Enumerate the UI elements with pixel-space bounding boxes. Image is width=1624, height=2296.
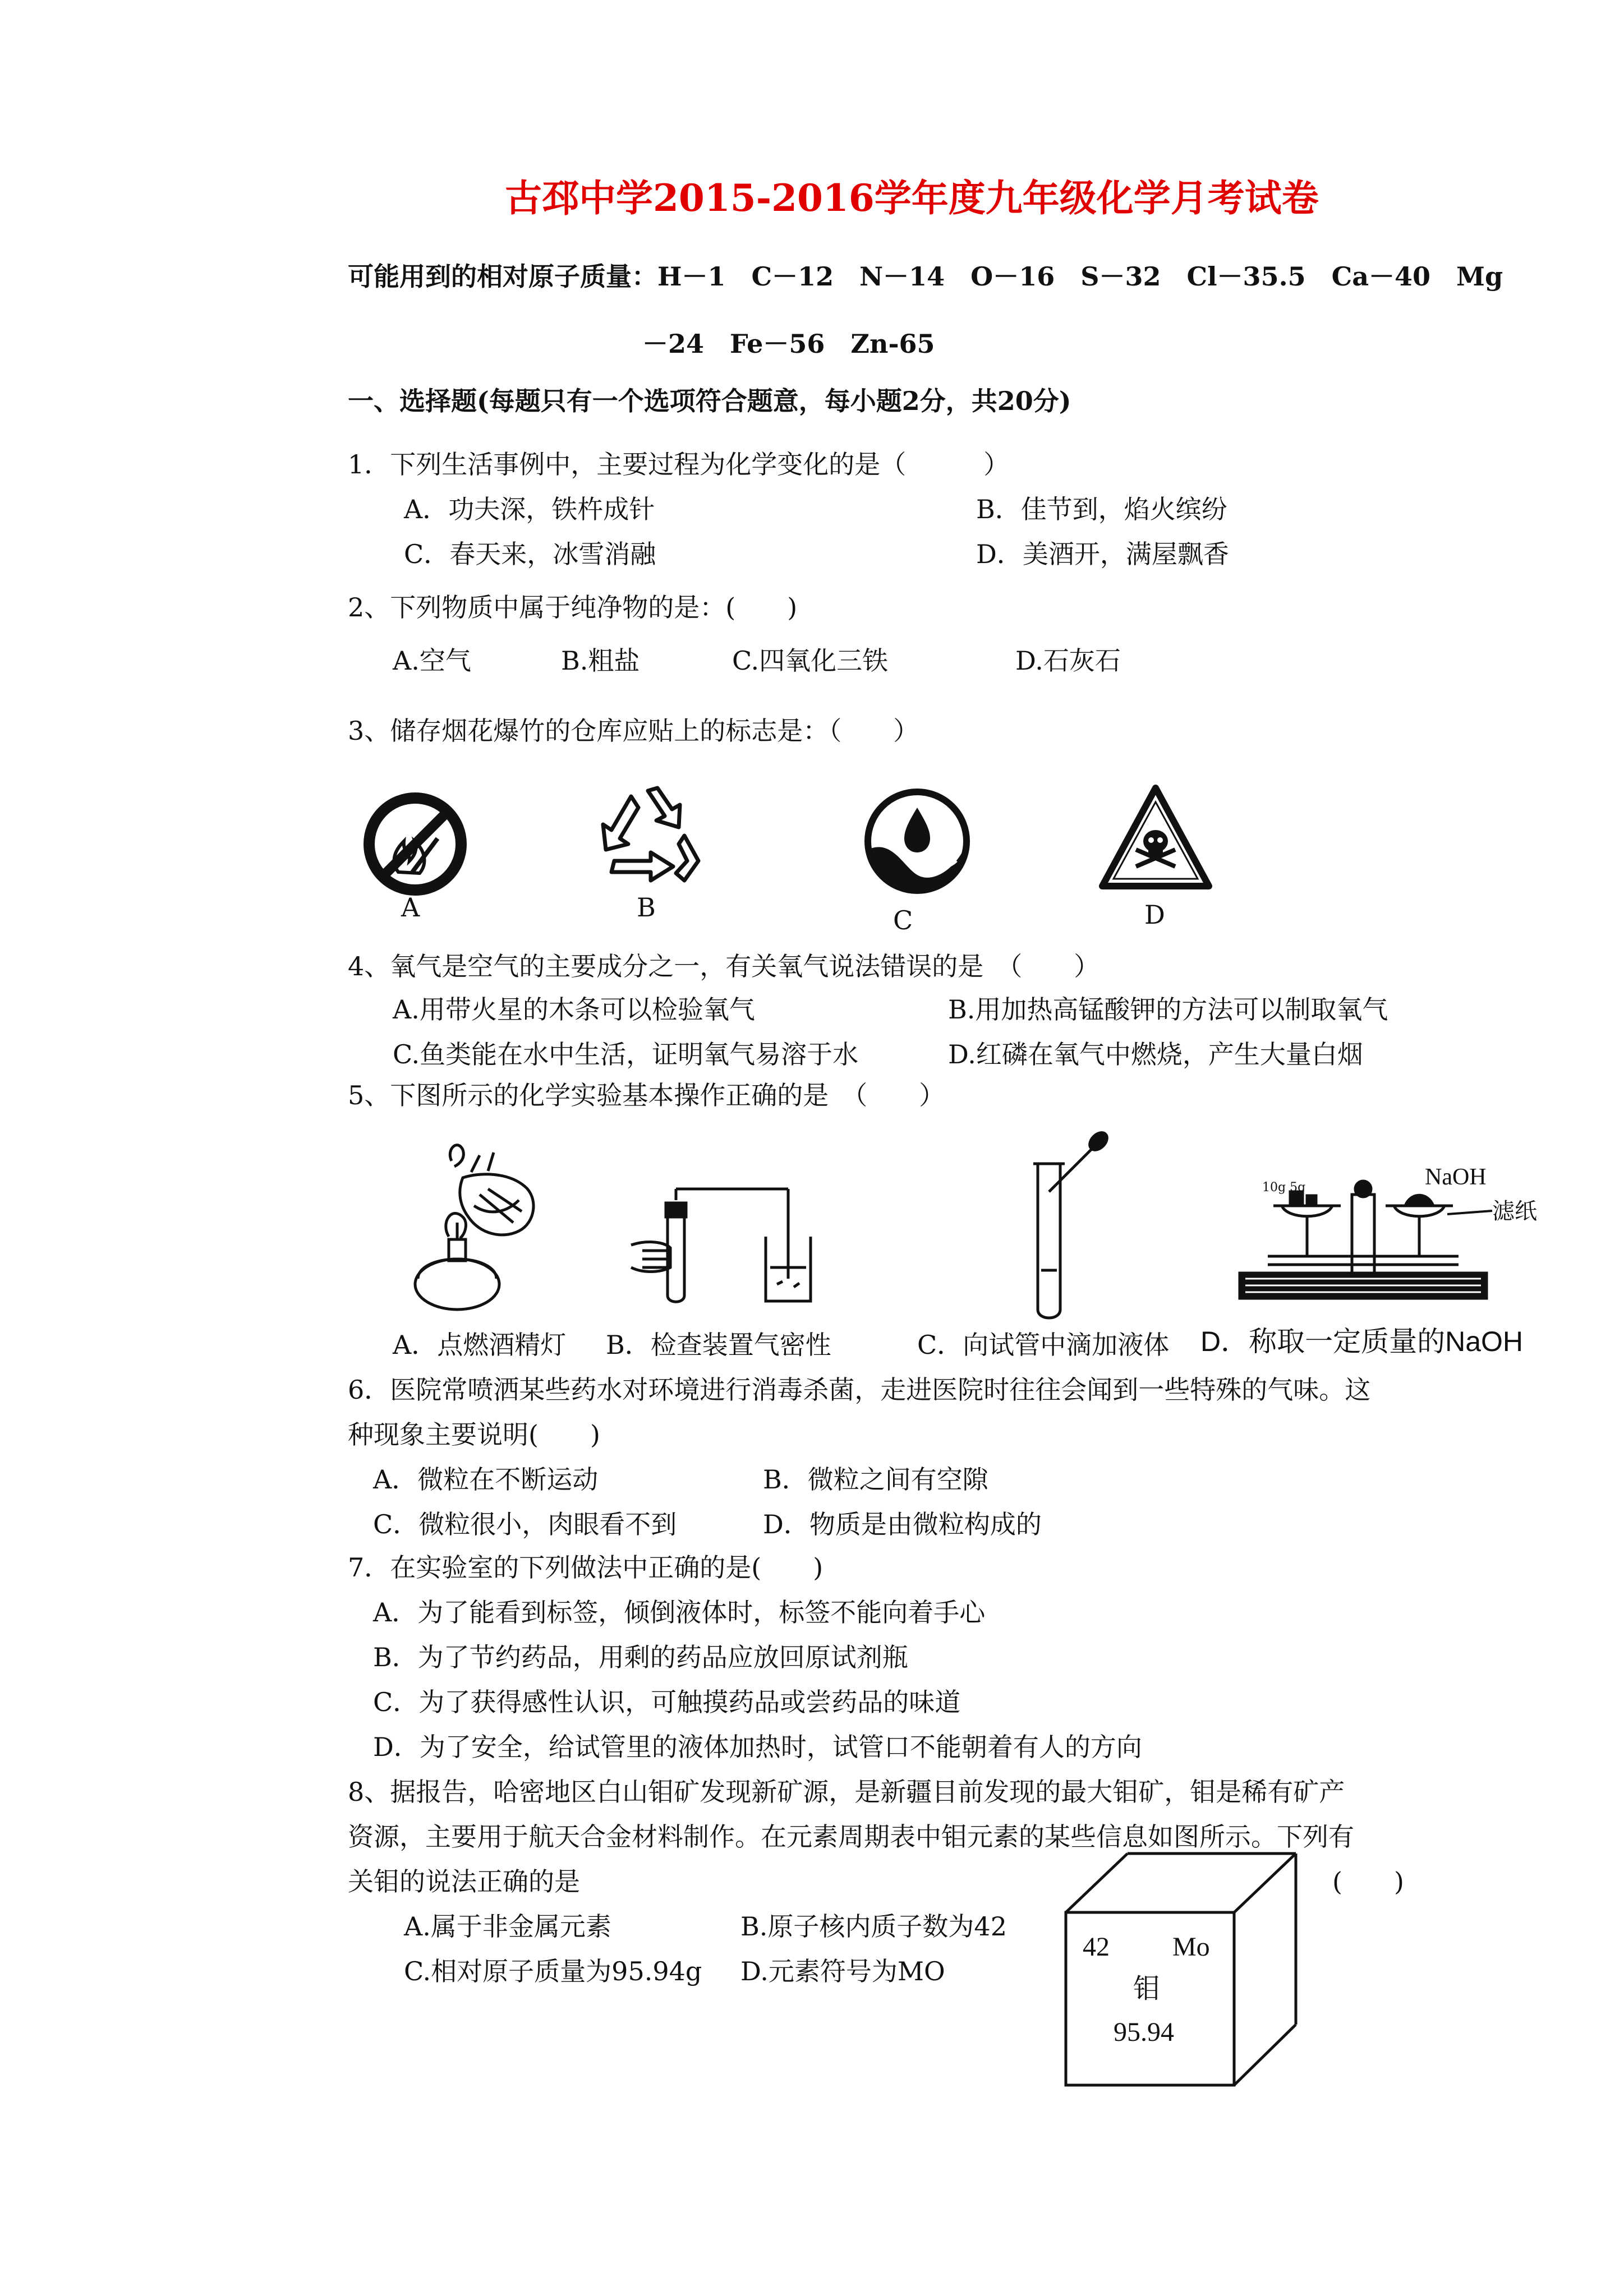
question-8-stem-end: 关钼的说法正确的是 [348,1866,580,1897]
question-7-option-a: A．为了能看到标签，倾倒液体时，标签不能向着手心 [373,1597,986,1628]
question-4-option-d: D.红磷在氧气中燃烧，产生大量白烟 [948,1039,1363,1069]
question-4-option-a: A.用带火星的木条可以检验氧气 [393,994,755,1025]
question-4-option-b: B.用加热高锰酸钾的方法可以制取氧气 [948,994,1388,1025]
question-1-option-d: D．美酒开，满屋飘香 [976,539,1229,569]
question-3-label-b: B [637,892,656,923]
question-6-option-d: D．物质是由微粒构成的 [763,1509,1042,1539]
question-1-option-a: A．功夫深，铁杵成针 [404,494,655,524]
element-number: 42 [1083,1932,1110,1962]
question-6-option-b: B．微粒之间有空隙 [763,1464,988,1495]
question-1-stem: 1．下列生活事例中，主要过程为化学变化的是（ ） [348,449,1010,480]
element-mass: 95.94 [1114,2017,1174,2047]
question-8-option-b: B.原子核内质子数为42 [740,1911,1007,1942]
question-7-option-c: C．为了获得感性认识，可触摸药品或尝药品的味道 [373,1687,961,1717]
page-title: 古邳中学2015-2016学年度九年级化学月考试卷 [505,176,1319,220]
question-2-option-a: A.空气 [393,646,471,676]
question-8-answer-paren: ( ) [1332,1866,1404,1897]
question-2-option-d: D.石灰石 [1015,646,1121,676]
question-6-stem: 6．医院常喷洒某些药水对环境进行消毒杀菌，走进医院时往往会闻到一些特殊的气味。这 [348,1375,1371,1405]
question-3-label-c: C [893,905,913,935]
question-4-stem: 4、氧气是空气的主要成分之一，有关氧气说法错误的是 （ ） [348,951,1100,981]
question-7-option-d: D．为了安全，给试管里的液体加热时，试管口不能朝着有人的方向 [373,1732,1142,1762]
dropper-test-tube-figure [1027,1130,1116,1321]
airtightness-check-figure [625,1183,816,1307]
question-3-label-d: D [1144,900,1165,930]
recycle-icon [589,782,707,889]
atomic-mass-line1: 可能用到的相对原子质量：H－1 C－12 N－14 O－16 S－32 Cl－35.5 Ca－40 Mg [348,261,1503,292]
question-5-option-d: D．称取一定质量的NaOH [1200,1326,1524,1357]
question-8-option-d: D.元素符号为MO [740,1956,945,1986]
question-2-option-c: C.四氧化三铁 [732,646,889,676]
question-2-stem: 2、下列物质中属于纯净物的是：( ) [348,592,798,623]
weights-label: 10g 5g [1262,1181,1306,1195]
element-name: 钼 [1133,1973,1161,2004]
question-8-option-a: A.属于非金属元素 [404,1911,611,1942]
question-3-label-a: A [401,892,420,923]
question-2-option-b: B.粗盐 [561,646,640,676]
naoh-label: NaOH [1425,1164,1487,1190]
question-8-option-c: C.相对原子质量为95.94g [404,1956,702,1986]
toxic-icon [1097,782,1214,895]
filter-paper-label: 滤纸 [1492,1198,1537,1224]
section-heading: 一、选择题(每题只有一个选项符合题意，每小题2分，共20分) [348,386,1071,416]
question-8-stem: 8、据报告，哈密地区白山钼矿发现新矿源，是新疆目前发现的最大钼矿，钼是稀有矿产 [348,1777,1345,1807]
question-6-option-a: A．微粒在不断运动 [373,1464,599,1495]
water-saving-icon [858,782,976,900]
filter-paper-pointer [1447,1209,1498,1220]
question-5-stem: 5、下图所示的化学实验基本操作正确的是 （ ） [348,1080,945,1110]
question-8-stem-cont: 资源，主要用于航天合金材料制作。在元素周期表中钼元素的某些信息如图所示。下列有 [348,1822,1354,1852]
question-6-option-c: C．微粒很小，肉眼看不到 [373,1509,677,1539]
question-6-stem-cont: 种现象主要说明( ) [348,1419,600,1450]
question-7-stem: 7．在实验室的下列做法中正确的是( ) [348,1552,823,1583]
question-4-option-c: C.鱼类能在水中生活，证明氧气易溶于水 [393,1039,859,1069]
no-fire-icon [359,788,471,900]
question-5-option-b: B．检查装置气密性 [606,1330,831,1360]
question-1-option-b: B．佳节到，焰火缤纷 [976,494,1227,524]
question-3-stem: 3、储存烟花爆竹的仓库应贴上的标志是：（ ） [348,716,919,746]
element-symbol: Mo [1172,1932,1210,1962]
question-1-option-c: C．春天来，冰雪消融 [404,539,656,569]
question-5-option-a: A．点燃酒精灯 [393,1330,567,1360]
question-5-option-c: C．向试管中滴加液体 [917,1330,1170,1360]
atomic-mass-line2: －24 Fe－56 Zn-65 [642,329,935,359]
element-card-cube [1063,1851,1304,2092]
question-7-option-b: B．为了节约药品，用剩的药品应放回原试剂瓶 [373,1642,908,1672]
alcohol-lamp-figure [395,1138,564,1318]
